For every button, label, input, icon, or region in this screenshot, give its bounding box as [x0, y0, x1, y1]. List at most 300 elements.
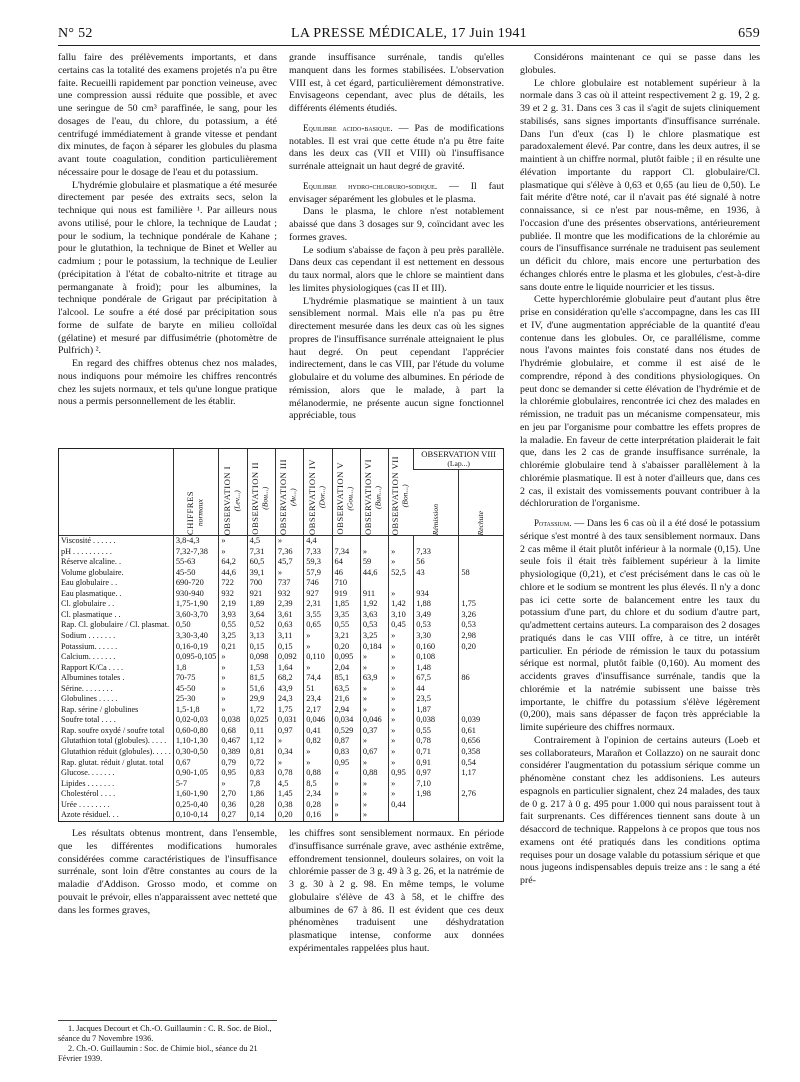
- column-left-top: [58, 52, 277, 444]
- table-cell: 0,046: [304, 715, 332, 726]
- table-cell: 0,656: [459, 736, 503, 747]
- table-cell: [459, 536, 503, 547]
- table-cell: 1,75-1,90: [173, 599, 218, 610]
- table-cell: 921: [247, 589, 275, 600]
- table-cell: 0,30-0,50: [173, 747, 218, 758]
- row-label: Cholestérol . . . .: [61, 789, 116, 799]
- section-title: Equilibre acido-basique.: [303, 122, 393, 133]
- table-cell: 2,39: [275, 599, 303, 610]
- table-cell: 0,16: [304, 810, 332, 821]
- table-cell: »: [389, 779, 414, 790]
- table-row: [59, 800, 503, 811]
- table-cell: »: [389, 684, 414, 695]
- table-cell: »: [389, 589, 414, 600]
- table-cell: 3,93: [219, 610, 247, 621]
- table-cell: 0,50: [173, 620, 218, 631]
- table-cell: [360, 578, 388, 589]
- table-cell: »: [219, 652, 247, 663]
- table-cell: 1,12: [247, 736, 275, 747]
- table-cell: »: [389, 726, 414, 737]
- table-row: [59, 568, 503, 579]
- obs-header: OBSERVATION V (Gou...): [332, 449, 360, 536]
- row-label: Viscosité . . . . . .: [61, 536, 116, 545]
- table-cell: »: [219, 705, 247, 716]
- table-cell: 0,60-0,80: [173, 726, 218, 737]
- paragraph: L'hydrémie globulaire et plasmatique a été mesurée directement par pesée des extraits secs, selon la technique qui nous est familière ¹. Par ailleurs nous avons utilisé, pour le chlore, la technique de Laudat ; pour le sodium, la technique pondérale de Kahane ; pour le glutathion, la technique de Binet et Weller au cadmium ; pour le potassium, la technique de Leulier (précipitation à l'état de cobalto-nitrite et titrage au permanganate à froid); pour les albumines, la technique pondérale de Grigaut par précipitation à l'alcool. Le soufre a été dosé par précipitation sous forme de sulfate de baryte en milieu colloïdal (gélatine) et mesuré par diffusimétrie (photomètre de Pulfrich) ².: [58, 179, 277, 357]
- table-cell: 8,5: [304, 779, 332, 790]
- row-label: Glutathion total (globules). . . . .: [61, 736, 167, 746]
- table-cell: 45-50: [173, 684, 218, 695]
- table-cell: 737: [275, 578, 303, 589]
- table-cell: 0,039: [459, 715, 503, 726]
- table-row: [59, 684, 503, 695]
- table-cell: [389, 578, 414, 589]
- paragraph: Considérons maintenant ce qui se passe dans les globules.: [520, 52, 760, 76]
- table-cell: 44,6: [360, 568, 388, 579]
- table-cell: 0,54: [459, 758, 503, 769]
- table-cell: 0,15: [275, 642, 303, 653]
- row-label: Glucose. . . . . . .: [61, 768, 115, 778]
- table-cell: 44: [414, 684, 459, 695]
- table-cell: 1,87: [414, 705, 459, 716]
- row-label: Cl. globulaire . .: [61, 599, 115, 609]
- table-cell: [459, 652, 503, 663]
- table-cell: 0,78: [275, 768, 303, 779]
- table-cell: 0,20: [459, 642, 503, 653]
- table-cell: 0,184: [360, 642, 388, 653]
- table-cell: 1,8: [173, 663, 218, 674]
- table-row: [59, 652, 503, 663]
- table-cell: 23,4: [304, 694, 332, 705]
- table-cell: [360, 536, 388, 547]
- table-cell: 919: [332, 589, 360, 600]
- table-cell: 51,6: [247, 684, 275, 695]
- table-cell: 7,33: [304, 547, 332, 558]
- table-cell: 3,10: [389, 610, 414, 621]
- table-cell: 0,45: [389, 620, 414, 631]
- section-text: — Il faut envisager séparément les globules et le plasma.: [289, 180, 504, 205]
- table-cell: 0,15: [247, 642, 275, 653]
- table-cell: 0,88: [360, 768, 388, 779]
- table-cell: 1,85: [332, 599, 360, 610]
- table-cell: 1,42: [389, 599, 414, 610]
- table-cell: 45,7: [275, 557, 303, 568]
- table-cell: 25-30: [173, 694, 218, 705]
- table-cell: »: [332, 789, 360, 800]
- footnote: 1. Jacques Decourt et Ch.-O. Guillaumin : C. R. Soc. de Biol., séance du 7 Novembre 1936.: [58, 1024, 272, 1043]
- table-cell: »: [389, 547, 414, 558]
- table-cell: 1,60-1,90: [173, 789, 218, 800]
- table-cell: 0,36: [219, 800, 247, 811]
- table-cell: 0,11: [247, 726, 275, 737]
- table-cell: [459, 663, 503, 674]
- table-cell: 0,65: [304, 620, 332, 631]
- table-cell: »: [360, 758, 388, 769]
- table-cell: 0,38: [275, 800, 303, 811]
- table-cell: 0,44: [389, 800, 414, 811]
- table-cell: [459, 547, 503, 558]
- row-label: Rap. sérine / globulines: [61, 704, 139, 714]
- section-text: — Pas de modifications notables. Il est vrai que cette étude n'a pu être faite dans les deux cas (VII et VIII) où l'insuffisance surrénale atteignait un haut degré de gravité.: [289, 122, 504, 172]
- table-cell: [459, 694, 503, 705]
- paragraph: fallu faire des prélèvements importants, et dans certains cas la totalité des examens projetés n'a pu être faite. Recueilli rapidement par ponction veineuse, avec une compression aussi réduite que possible, et avec une seringue de 50 cm³ paraffinée, le sang, pour les dosages de l'eau, du chlore, du potassium, a été centrifugé immédiatement à grande vitesse et pendant dix minutes, de façon à séparer les globules du plasma avant toute coagulation, condition particulièrement nécessaire pour le dosage de l'eau et du potassium.: [58, 52, 277, 178]
- table-cell: »: [389, 758, 414, 769]
- table-cell: »: [360, 547, 388, 558]
- normal-header: CHIFFRES normaux: [173, 449, 218, 536]
- section-acido-basique: [289, 122, 504, 174]
- table-row: [59, 663, 503, 674]
- table-cell: 0,095: [332, 652, 360, 663]
- table-cell: »: [332, 779, 360, 790]
- section-title: Equilibre hydro-chloruro-sodique.: [303, 180, 438, 191]
- table-cell: 0,71: [414, 747, 459, 758]
- table-cell: 23,5: [414, 694, 459, 705]
- table-cell: »: [389, 715, 414, 726]
- footnotes: [58, 1020, 277, 1064]
- table-cell: »: [360, 800, 388, 811]
- table-cell: 1,92: [360, 599, 388, 610]
- table-cell: 52,5: [389, 568, 414, 579]
- paragraph: les chiffres sont sensiblement normaux. En période d'insuffisance surrénale grave, avec asthénie extrême, effondrement tensionnel, douleurs solaires, on voit la chlorémie passer de 3 g. 49 à 3 g. 26, et la natrémie de 3 g. 30 à 2 g. 98. En même temps, le volume globulaire s'élève de 43 à 58, et le chiffre des albumines de 67 à 86. Il est évident que ces deux phénomènes traduisent une déshydratation plasmatique intense, conforme aux données expérimentales rappelées plus haut.: [289, 828, 504, 954]
- table-cell: 0,02-0,03: [173, 715, 218, 726]
- row-label: Sodium . . . . . . .: [61, 630, 116, 640]
- table-row: [59, 620, 503, 631]
- table-cell: 70-75: [173, 673, 218, 684]
- table-cell: 1,75: [275, 705, 303, 716]
- column-middle-bottom: [289, 828, 504, 1018]
- table-cell: »: [389, 557, 414, 568]
- table-cell: 0,68: [219, 726, 247, 737]
- table-row: [59, 694, 503, 705]
- table-cell: »: [389, 789, 414, 800]
- issue-number: N° 52: [58, 26, 93, 41]
- table-cell: 24,3: [275, 694, 303, 705]
- table-cell: 746: [304, 578, 332, 589]
- column-middle-top: [289, 52, 504, 444]
- table-cell: 7,32-7,38: [173, 547, 218, 558]
- table-cell: 1,17: [459, 768, 503, 779]
- table-cell: 3,13: [247, 631, 275, 642]
- table-cell: 3,30: [414, 631, 459, 642]
- table-cell: 0,88: [304, 768, 332, 779]
- table-cell: 0,14: [247, 810, 275, 821]
- table-cell: 0,53: [414, 620, 459, 631]
- table-cell: 0,160: [414, 642, 459, 653]
- table-cell: 710: [332, 578, 360, 589]
- table-cell: 0,55: [332, 620, 360, 631]
- table-row: [59, 747, 503, 758]
- table-cell: 59: [360, 557, 388, 568]
- table-cell: [459, 810, 503, 821]
- table-cell: »: [360, 705, 388, 716]
- table-cell: 0,97: [414, 768, 459, 779]
- table-cell: 700: [247, 578, 275, 589]
- table-row: [59, 578, 503, 589]
- table-cell: 3,60-3,70: [173, 610, 218, 621]
- table-cell: 0,529: [332, 726, 360, 737]
- table-row: [59, 768, 503, 779]
- table-cell: 7,36: [275, 547, 303, 558]
- table-cell: 3,55: [304, 610, 332, 621]
- table-row: [59, 547, 503, 558]
- table-cell: 2,31: [304, 599, 332, 610]
- table-cell: »: [360, 652, 388, 663]
- table-cell: 63,5: [332, 684, 360, 695]
- table-cell: 0,34: [275, 747, 303, 758]
- paragraph: Contrairement à l'opinion de certains auteurs (Loeb et ses collaborateurs, Marañon et Collazzo) on ne saurait donc considérer l'augmentation du potassium sérique comme un phénomène constant chez les addisoniens. Les auteurs espagnols en particulier signalent, chez 24 malades, des taux de 0 g. 217 à 0 g. 495 pour 1.000 qui nous paraissent tout à fait surprenants. Ces différences tiennent sans doute à un désaccord de technique. Rappelons à ce propos que tous nos examens ont été pratiqués dans les conditions optima requises pour un dosage valable du potassium sérique et que nous jugeons indispensables depuis treize ans : le sang a été pré-: [520, 734, 760, 886]
- obs-header: OBSERVATION VI (Bun...): [360, 449, 388, 536]
- table-cell: 0,72: [247, 758, 275, 769]
- table-cell: 1,53: [247, 663, 275, 674]
- table-cell: 67,5: [414, 673, 459, 684]
- table-cell: »: [360, 684, 388, 695]
- table-cell: 2,94: [332, 705, 360, 716]
- table-row: [59, 726, 503, 737]
- table-cell: 0,55: [414, 726, 459, 737]
- table-cell: 0,82: [304, 736, 332, 747]
- obs-header: OBSERVATION VII (Bon...): [389, 449, 414, 536]
- table-cell: 0,28: [247, 800, 275, 811]
- table-row: [59, 536, 503, 547]
- section-title: Potassium.: [534, 518, 572, 528]
- label-header: [59, 449, 173, 536]
- row-label: Rap. glutat. réduit / glutat. total: [61, 757, 164, 767]
- table-cell: 1,64: [275, 663, 303, 674]
- table-cell: 3,30-3,40: [173, 631, 218, 642]
- table-cell: »: [360, 810, 388, 821]
- table-cell: 0,61: [459, 726, 503, 737]
- table-row: [59, 642, 503, 653]
- table-cell: 911: [360, 589, 388, 600]
- obs8-subheader: Rechute: [459, 470, 503, 536]
- table-cell: »: [219, 673, 247, 684]
- table-cell: 0,37: [360, 726, 388, 737]
- table-cell: [414, 810, 459, 821]
- journal-title: LA PRESSE MÉDICALE, 17 Juin 1941: [291, 26, 527, 41]
- column-right: [520, 52, 760, 1072]
- row-label: Urée . . . . . . . .: [61, 799, 110, 809]
- table-cell: »: [219, 663, 247, 674]
- obs-header: OBSERVATION I (Lev...): [219, 449, 247, 536]
- section-hydro-chloruro: [289, 180, 504, 207]
- table-cell: 7,33: [414, 547, 459, 558]
- table-cell: 0,108: [414, 652, 459, 663]
- table-cell: 1,10-1,30: [173, 736, 218, 747]
- results-table: [58, 448, 504, 822]
- table-cell: 45-50: [173, 568, 218, 579]
- table-cell: »: [219, 694, 247, 705]
- table-cell: 3,25: [219, 631, 247, 642]
- table-cell: 2,70: [219, 789, 247, 800]
- table-cell: 0,28: [304, 800, 332, 811]
- table-row: [59, 736, 503, 747]
- table-cell: 68,2: [275, 673, 303, 684]
- row-label: Calcium. . . . . . .: [61, 652, 116, 662]
- table-cell: 43: [414, 568, 459, 579]
- table-cell: 3,11: [275, 631, 303, 642]
- table-row: [59, 557, 503, 568]
- results-table-grid: [59, 449, 503, 821]
- table-cell: »: [360, 779, 388, 790]
- row-label: Rap. Cl. globulaire / Cl. plasmat.: [61, 620, 170, 630]
- table-cell: 2,34: [304, 789, 332, 800]
- paragraph: grande insuffisance surrénale, tandis qu'elles manquent dans les formes stabilisées. L'observation VIII est, à cet égard, particulièrement démonstrative. Envisageons cependant, avec plus de détails, les différents éléments étudiés.: [289, 52, 504, 114]
- table-cell: [459, 578, 503, 589]
- table-cell: 0,79: [219, 758, 247, 769]
- table-cell: 56: [414, 557, 459, 568]
- table-cell: 0,97: [275, 726, 303, 737]
- table-row: [59, 705, 503, 716]
- table-row: [59, 758, 503, 769]
- table-cell: 0,78: [414, 736, 459, 747]
- table-cell: »: [332, 810, 360, 821]
- table-cell: «: [332, 768, 360, 779]
- table-row: [59, 631, 503, 642]
- table-cell: 1,89: [247, 599, 275, 610]
- table-cell: 5-7: [173, 779, 218, 790]
- table-cell: »: [275, 736, 303, 747]
- table-row: [59, 715, 503, 726]
- row-label: Globulines . . . . .: [61, 694, 118, 704]
- header-rule: [58, 45, 760, 46]
- table-cell: 3,61: [275, 610, 303, 621]
- table-cell: »: [389, 652, 414, 663]
- table-cell: 932: [275, 589, 303, 600]
- table-cell: 21,6: [332, 694, 360, 705]
- table-cell: 4,5: [247, 536, 275, 547]
- table-cell: 0,046: [360, 715, 388, 726]
- table-row: [59, 610, 503, 621]
- table-cell: »: [219, 779, 247, 790]
- table-cell: [414, 536, 459, 547]
- table-cell: 1,48: [414, 663, 459, 674]
- table-cell: 0,038: [414, 715, 459, 726]
- table-cell: 0,389: [219, 747, 247, 758]
- row-label: pH . . . . . . . . . .: [61, 546, 112, 556]
- table-cell: »: [389, 642, 414, 653]
- table-cell: 0,25-0,40: [173, 800, 218, 811]
- table-cell: 0,52: [247, 620, 275, 631]
- table-cell: 39,1: [247, 568, 275, 579]
- table-cell: [414, 800, 459, 811]
- row-label: Réserve alcaline. .: [61, 557, 122, 567]
- table-cell: 7,8: [247, 779, 275, 790]
- table-cell: »: [275, 536, 303, 547]
- table-cell: [459, 800, 503, 811]
- table-cell: »: [332, 800, 360, 811]
- table-cell: 29,9: [247, 694, 275, 705]
- table-cell: 2,04: [332, 663, 360, 674]
- table-cell: 4,4: [304, 536, 332, 547]
- table-cell: »: [389, 736, 414, 747]
- table-cell: 2,76: [459, 789, 503, 800]
- table-cell: 0,81: [247, 747, 275, 758]
- table-cell: 0,031: [275, 715, 303, 726]
- table-cell: »: [389, 631, 414, 642]
- row-label: Cl. plasmatique . .: [61, 609, 121, 619]
- table-cell: 55-63: [173, 557, 218, 568]
- table-cell: »: [304, 747, 332, 758]
- row-label: Soufre total . . . .: [61, 715, 116, 725]
- table-cell: 51: [304, 684, 332, 695]
- table-cell: 0,110: [304, 652, 332, 663]
- page-number: 659: [738, 26, 760, 41]
- table-cell: 0,41: [304, 726, 332, 737]
- row-label: Lipides . . . . . . .: [61, 778, 115, 788]
- table-cell: 46: [332, 568, 360, 579]
- paragraph: Le sodium s'abaisse de façon à peu près parallèle. Dans deux cas cependant il est nettement en dessous du taux normal, alors que le chlore se maintient dans les limites physiologiques (cas II et III).: [289, 244, 504, 294]
- table-cell: »: [389, 747, 414, 758]
- table-cell: 0,025: [247, 715, 275, 726]
- table-cell: 7,31: [247, 547, 275, 558]
- obs8-subheader: Rémission: [414, 470, 459, 536]
- table-cell: 3,35: [332, 610, 360, 621]
- obs-header: OBSERVATION II (Bou...): [247, 449, 275, 536]
- table-cell: 927: [304, 589, 332, 600]
- footnote: 2. Ch.-O. Guillaumin : Soc. de Chimie biol., séance du 21 Février 1939.: [58, 1044, 258, 1063]
- row-label: Eau globulaire . .: [61, 578, 118, 588]
- table-cell: 60,5: [247, 557, 275, 568]
- table-row: [59, 779, 503, 790]
- table-cell: 1,72: [247, 705, 275, 716]
- column-left-bottom: [58, 828, 277, 1018]
- table-cell: [459, 557, 503, 568]
- table-cell: [332, 536, 360, 547]
- table-cell: »: [219, 547, 247, 558]
- table-cell: 0,092: [275, 652, 303, 663]
- paragraph: Cette hyperchlorémie globulaire peut d'autant plus être prise en considération qu'elle s'accompagne, dans les cas III et IV, d'une augmentation appréciable de la quantité d'eau contenue dans les globules. Or, ce parallélisme, comme nous l'avons maintes fois constaté dans nos études de l'hydrémie globulaire, et comme il est aisé de le comprendre, répond à des conditions physiologiques. On peut donc se demander si cette élévation de l'hydrémie et de la chlorémie globulaires, rencontrée ici chez des malades en rémission, ne traduit pas un mécanisme compensateur, mis en jeu par l'organisme pour combattre les effets propres de la maladie. En faveur de cette interprétation plaiderait le fait que, dans les 2 cas de grande insuffisance surrénale, la chlorémie globulaire tend à s'abaisser parallèlement à la chlorémie plasmatique. Il est à noter d'ailleurs que, dans ces 2 cas, il existait des vomissements pouvant contribuer à la déchloruration de l'organisme.: [520, 294, 760, 510]
- table-cell: »: [389, 705, 414, 716]
- table-cell: 934: [414, 589, 459, 600]
- table-cell: 0,27: [219, 810, 247, 821]
- section-text: — Dans les 6 cas où il a été dosé le potassium sérique s'est montré à des taux sensiblement normaux. Dans 2 cas même il était plutôt inférieur à la normale (0,15). Une seule fois il était très faiblement supérieur à la limite physiologique (0,21), et c'est précisément dans le cas où le chlore et le sodium se montrent les plus élevés. Il n'y a donc pas ici cette sorte de balancement entre les taux du potassium d'une part, du chlore et du sodium d'autre part, qu'admettent certains auteurs. La comparaison des 2 dosages pratiqués dans le cas VIII offre, à ce titre, un intérêt particulier. En période de rémission le taux du potassium sérique est normal, plutôt faible (0,160). Au moment des accidents graves d'insuffisance surrénale, tandis que la chlorémie et la natrémie subissent une baisse très importante, le chiffre du potassium s'élève légèrement (0,200), mais sans dépasser de façon très appréciable la limite supérieure des chiffres normaux.: [520, 518, 760, 733]
- table-cell: »: [360, 789, 388, 800]
- table-cell: 44,6: [219, 568, 247, 579]
- table-cell: 2,19: [219, 599, 247, 610]
- table-cell: »: [219, 536, 247, 547]
- table-cell: 7,10: [414, 779, 459, 790]
- table-cell: »: [304, 663, 332, 674]
- table-cell: 0,358: [459, 747, 503, 758]
- table-row: [59, 599, 503, 610]
- obs8-header: OBSERVATION VIII (Lap...): [414, 449, 503, 470]
- table-cell: 1,5-1,8: [173, 705, 218, 716]
- table-cell: 0,467: [219, 736, 247, 747]
- table-cell: »: [275, 568, 303, 579]
- table-cell: [389, 536, 414, 547]
- row-label: Rap. soufre oxydé / soufre total: [61, 725, 165, 735]
- table-cell: »: [389, 694, 414, 705]
- table-cell: 0,95: [332, 758, 360, 769]
- paragraph: Les résultats obtenus montrent, dans l'ensemble, que les différentes modifications humorales considérées comme caractéristiques de l'insuffisance surrénale, sont loin d'être constantes au cours de la maladie d'Addison. Grosso modo, et comme on pouvait le prévoir, elles n'apparaissent avec netteté que dans les formes graves,: [58, 828, 277, 916]
- table-cell: 0,53: [459, 620, 503, 631]
- table-cell: 0,034: [332, 715, 360, 726]
- paragraph: L'hydrémie plasmatique se maintient à un taux sensiblement normal. Mais elle n'a pas pu être directement mesurée dans les deux cas où les signes propres de l'insuffisance surrénale atteignaient le plus haut degré. On peut cependant l'apprécier indirectement, dans le cas VIII, par l'étude du volume globulaire et du volume des albumines. En période de rémission, alors que le malade, à part la mélanodermie, ne présente aucun signe fonctionnel appréciable, tous: [289, 295, 504, 422]
- table-cell: 1,88: [414, 599, 459, 610]
- table-cell: 7,34: [332, 547, 360, 558]
- table-cell: 3,21: [332, 631, 360, 642]
- obs-header: OBSERVATION III (Av...): [275, 449, 303, 536]
- table-cell: 43,9: [275, 684, 303, 695]
- paragraph: Dans le plasma, le chlore n'est notablement abaissé que dans 3 dosages sur 9, coïncidant avec les formes graves.: [289, 206, 504, 243]
- row-label: Glutathion réduit (globules). . . . .: [61, 746, 171, 756]
- table-cell: 74,4: [304, 673, 332, 684]
- table-cell: 64,2: [219, 557, 247, 568]
- table-cell: 930-940: [173, 589, 218, 600]
- row-label: Rapport K/Ca . . . .: [61, 662, 124, 672]
- row-label: Potassium. . . . . .: [61, 641, 118, 651]
- table-cell: 1,86: [247, 789, 275, 800]
